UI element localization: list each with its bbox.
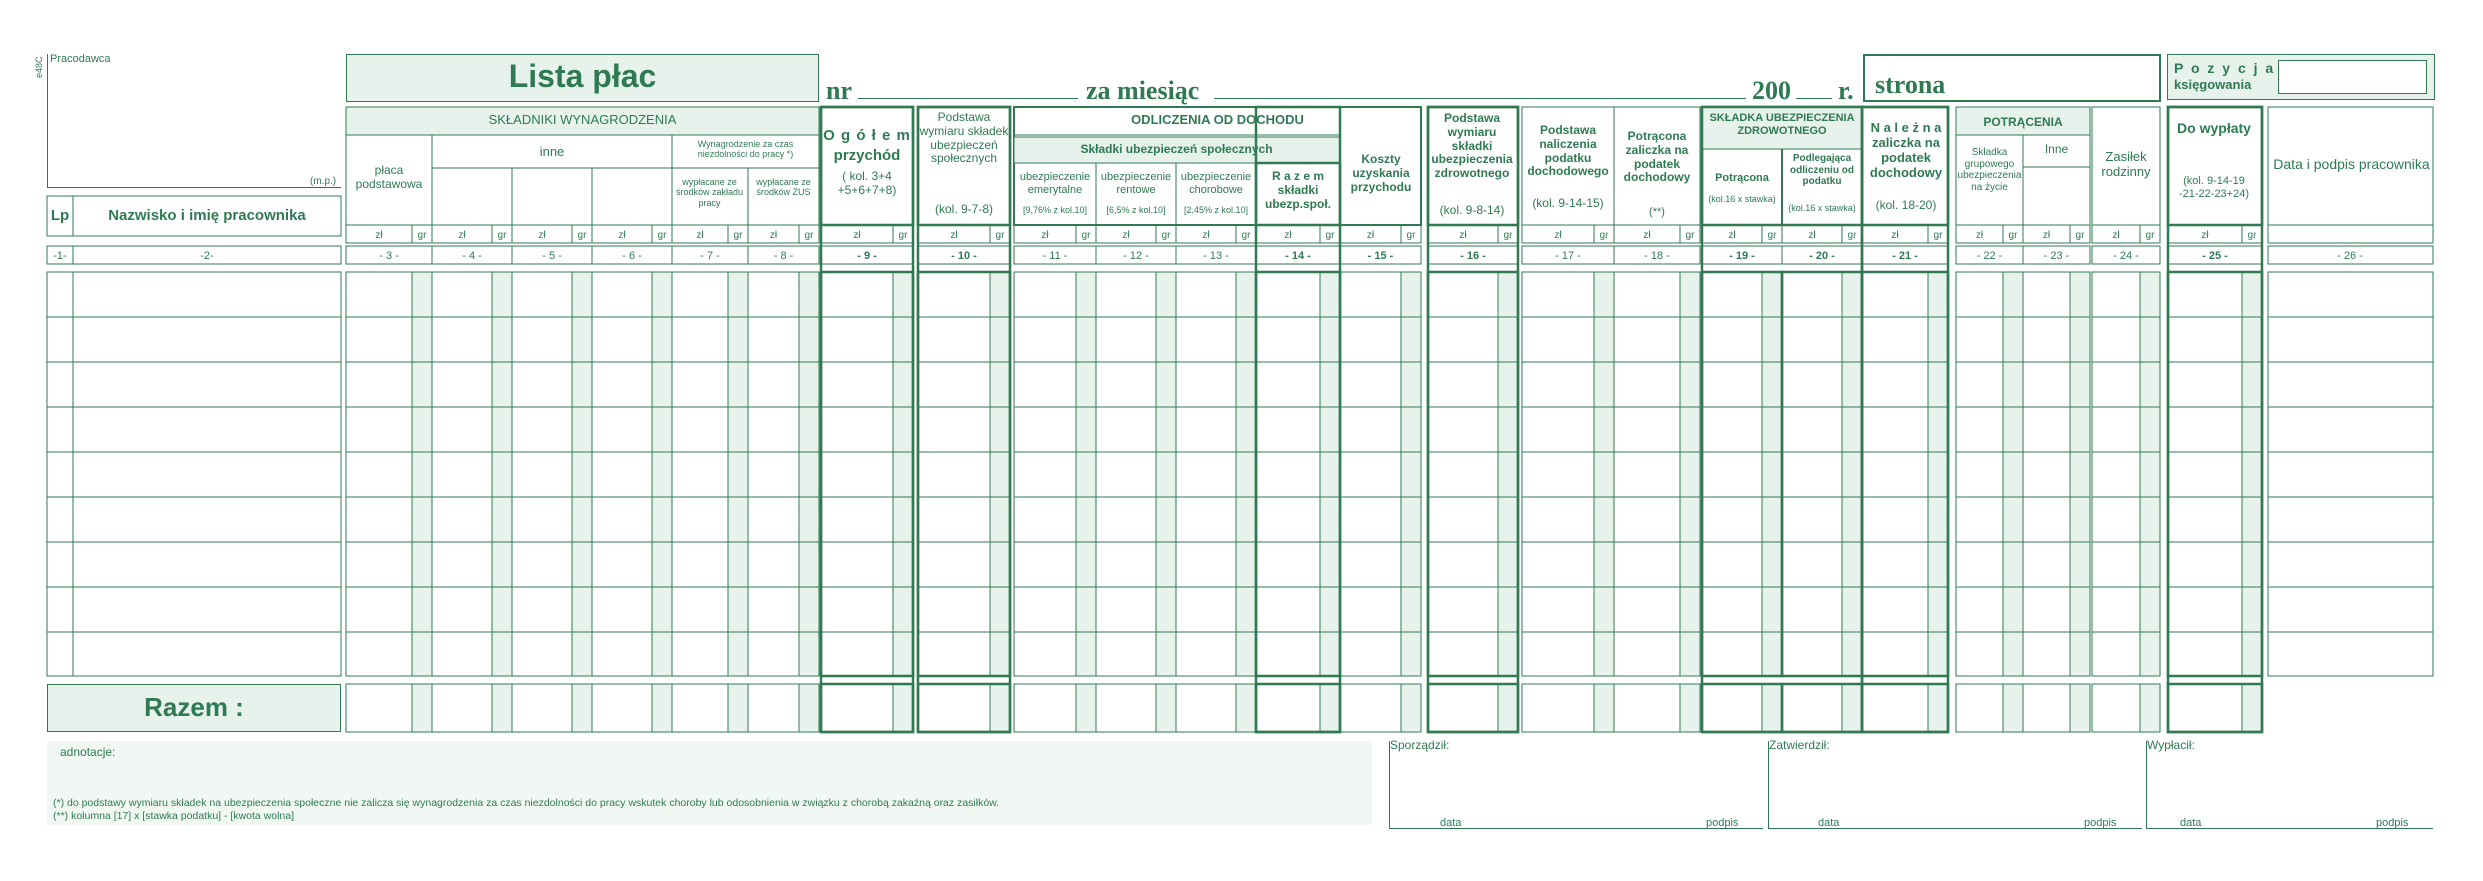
gr-label: gr: [577, 230, 587, 241]
col-21-header: N a l e ż n a zaliczka na podatek dochodowy: [1869, 120, 1943, 180]
gr-shade: [1594, 684, 1614, 732]
gr-label: gr: [657, 230, 667, 241]
column-number: -1-: [53, 250, 67, 262]
col-20-header: Podlegająca odliczeniu od podatku: [1790, 153, 1854, 187]
ogolem-header-2: przychód: [833, 147, 901, 164]
footnote-1: (*) do podstawy wymiaru składek na ubezpieczenia społeczne nie zalicza się wynagrodzenia za czas niezdolności do pracy wskutek choroby lub odosobnienia w związku z chorobą zakaźną oraz zasiłków.: [53, 797, 1000, 809]
column-number: - 15 -: [1367, 250, 1394, 262]
gr-shade: [893, 272, 913, 676]
zl-label: zł: [950, 230, 958, 241]
col-inne-header: inne: [539, 144, 565, 159]
potracenia-header: POTRĄCENIA: [1983, 115, 2063, 129]
gr-shade: [1320, 684, 1340, 732]
zl-label: zł: [769, 230, 778, 241]
gr-shade: [1076, 272, 1096, 676]
gr-shade: [728, 272, 748, 676]
gr-label: gr: [1081, 230, 1091, 241]
signature-approved-date: data: [1818, 817, 1840, 829]
col-lp-header: Lp: [50, 207, 70, 224]
gr-shade: [492, 272, 512, 676]
col-23-header: Inne: [2044, 142, 2069, 156]
zl-label: zł: [1891, 230, 1899, 241]
year-suffix: r.: [1838, 76, 1854, 105]
col-19-header: Potrącona: [1715, 172, 1769, 184]
gr-label: gr: [2247, 230, 2257, 241]
col-13-pct: [2,45% z kol.10]: [1183, 205, 1249, 215]
signature-paid-date: data: [2180, 817, 2202, 829]
column-number: - 17 -: [1555, 250, 1581, 262]
gr-shade: [1236, 684, 1256, 732]
employer-label: Pracodawca: [50, 53, 111, 65]
zl-label: zł: [375, 230, 383, 241]
column-number: - 6 -: [622, 250, 642, 262]
gr-shade: [1401, 272, 1421, 676]
column-number: - 23 -: [2043, 250, 2070, 262]
col-name-header: Nazwisko i imię pracownika: [108, 207, 306, 224]
gr-shade: [1680, 684, 1700, 732]
zl-label: zł: [618, 230, 626, 241]
page-title: Lista płac: [508, 58, 657, 94]
gr-shade: [990, 272, 1010, 676]
gr-shade: [2070, 684, 2090, 732]
razem-label: Razem :: [144, 692, 244, 722]
column-number: - 14 -: [1285, 250, 1311, 262]
col-17-header: Podstawa naliczenia podatku dochodowego: [1527, 123, 1609, 179]
zl-label: zł: [1808, 230, 1816, 241]
wyn-choroba-header: Wynagrodzenie za czas niezdolności do pracy *): [697, 139, 794, 160]
gr-shade: [1762, 272, 1782, 676]
gr-label: gr: [1503, 230, 1513, 241]
column-number: - 22 -: [1976, 250, 2003, 262]
col-24-header: Zasiłek rodzinny: [2101, 149, 2151, 179]
gr-shade: [1928, 272, 1948, 676]
gr-shade: [572, 684, 592, 732]
col-21-kol: (kol. 18-20): [1875, 198, 1937, 212]
month-label: za miesiąc: [1086, 76, 1200, 105]
signature-box-prepared[interactable]: [1389, 738, 1763, 829]
gr-shade: [1236, 272, 1256, 676]
gr-shade: [2140, 684, 2160, 732]
col-18-note: (**): [1649, 206, 1665, 218]
gr-label: gr: [898, 230, 908, 241]
nr-label: nr: [826, 76, 852, 105]
gr-shade: [1076, 684, 1096, 732]
col-10-kol: (kol. 9-7-8): [934, 202, 993, 216]
column-number: - 5 -: [542, 250, 562, 262]
gr-shade: [799, 684, 819, 732]
signature-prepared-sign: podpis: [1706, 817, 1739, 829]
column-number: - 12 -: [1123, 250, 1149, 262]
pozycja-label-1: P o z y c j a: [2174, 60, 2276, 76]
skladka-zdrow-header: SKŁADKA UBEZPIECZENIA ZDROWOTNEGO: [1709, 112, 1855, 137]
gr-shade: [2003, 272, 2023, 676]
zl-label: zł: [1975, 230, 1984, 241]
col-25-kol: (kol. 9-14-19 -21-22-23+24): [2178, 175, 2250, 200]
column-number: - 7 -: [700, 250, 720, 262]
gr-label: gr: [2008, 230, 2018, 241]
page-label: strona: [1875, 70, 1946, 99]
ogolem-frame: [821, 107, 913, 225]
gr-label: gr: [1241, 230, 1251, 241]
gr-label: gr: [1599, 230, 1609, 241]
number-row-cell: [47, 246, 341, 264]
zl-label: zł: [1122, 230, 1130, 241]
zl-label: zł: [2042, 230, 2051, 241]
column-number: - 8 -: [773, 250, 794, 262]
gr-shade: [2140, 272, 2160, 676]
gr-shade: [1498, 272, 1518, 676]
column-number: - 19 -: [1729, 250, 1755, 262]
gr-label: gr: [1406, 230, 1416, 241]
gr-shade: [492, 684, 512, 732]
signature-box-paid[interactable]: [2146, 738, 2433, 829]
gr-shade: [652, 684, 672, 732]
gr-shade: [1401, 684, 1421, 732]
gr-shade: [1842, 684, 1862, 732]
zl-label: zł: [2201, 230, 2209, 241]
ogolem-header-3: ( kol. 3+4 +5+6+7+8): [837, 169, 897, 197]
gr-shade: [2003, 684, 2023, 732]
gr-label: gr: [1685, 230, 1695, 241]
form-code: e48C: [34, 56, 44, 78]
gr-shade: [412, 684, 432, 732]
gr-shade: [652, 272, 672, 676]
zl-label: zł: [1041, 230, 1049, 241]
gr-shade: [2242, 684, 2262, 732]
gr-label: gr: [2075, 230, 2085, 241]
ogolem-header-1: O g ó ł e m: [823, 127, 911, 144]
skladniki-header: SKŁADNIKI WYNAGRODZENIA: [488, 112, 677, 127]
col-11-header: ubezpieczenie emerytalne: [1019, 171, 1091, 196]
zl-label: zł: [696, 230, 704, 241]
body-left: [47, 272, 341, 676]
footnote-2: (**) kolumna [17] x [stawka podatku] - [kwota wolna]: [53, 810, 295, 822]
gr-shade: [1498, 684, 1518, 732]
col-10-header: Podstawa wymiaru składek ubezpieczeń społecznych: [919, 110, 1009, 166]
zl-gr-cell: [2268, 225, 2433, 243]
gr-label: gr: [1767, 230, 1777, 241]
column-number: - 25 -: [2202, 250, 2228, 262]
signature-prepared-label: Sporządził:: [1390, 738, 1450, 752]
column-number: - 3 -: [379, 250, 399, 262]
signature-paid-label: Wypłacił:: [2147, 738, 2195, 752]
pozycja-label-2: księgowania: [2174, 77, 2252, 92]
gr-shade: [1928, 684, 1948, 732]
skladki-spol-header: Składki ubezpieczeń społecznych: [1080, 142, 1273, 156]
col-16-header: Podstawa wymiaru składki ubezpieczenia zdrowotnego: [1431, 111, 1513, 181]
zl-label: zł: [1459, 230, 1467, 241]
col-8-header: wypłacane ze środków ZUS: [756, 177, 811, 198]
column-number: - 13 -: [1203, 250, 1229, 262]
col-16-kol: (kol. 9-8-14): [1439, 203, 1505, 217]
col-15-header: Koszty uzyskania przychodu: [1350, 152, 1412, 194]
zl-label: zł: [458, 230, 466, 241]
gr-shade: [572, 272, 592, 676]
col-20-kol: (kol.16 x stawka): [1788, 203, 1856, 213]
gr-label: gr: [1847, 230, 1857, 241]
gr-shade: [1680, 272, 1700, 676]
column-number: - 24 -: [2113, 250, 2139, 262]
zl-label: zł: [853, 230, 861, 241]
col-12-header: ubezpieczenie rentowe: [1100, 171, 1172, 196]
zl-label: zł: [1554, 230, 1562, 241]
column-number: - 21 -: [1892, 250, 1918, 262]
signature-prepared-date: data: [1440, 817, 1462, 829]
gr-label: gr: [733, 230, 743, 241]
column-number: -2-: [200, 250, 214, 262]
gr-shade: [799, 272, 819, 676]
gr-shade: [1594, 272, 1614, 676]
gr-shade: [1156, 272, 1176, 676]
gr-shade: [1156, 684, 1176, 732]
col-19-kol: (kol.16 x stawka): [1708, 194, 1776, 204]
gr-shade: [1320, 272, 1340, 676]
zl-label: zł: [2112, 230, 2120, 241]
gr-shade: [2242, 272, 2262, 676]
year-label: 200: [1752, 76, 1791, 105]
odliczenia-header: ODLICZENIA OD DOCHODU: [1131, 112, 1304, 127]
gr-shade: [2070, 272, 2090, 676]
gr-label: gr: [497, 230, 507, 241]
gr-label: gr: [995, 230, 1005, 241]
zl-label: zł: [1728, 230, 1736, 241]
gr-shade: [412, 272, 432, 676]
col-18-header: Potrącona zaliczka na podatek dochodowy: [1623, 129, 1691, 185]
column-number: - 10 -: [951, 250, 977, 262]
column-number: - 18 -: [1644, 250, 1670, 262]
employer-stamp: (m.p.): [310, 176, 337, 187]
col-22-header: Składka grupowego ubezpieczenia na życie: [1957, 147, 2022, 193]
column-number: - 11 -: [1042, 250, 1068, 262]
col-placa-header: płaca podstawowa: [355, 163, 423, 191]
zl-label: zł: [1643, 230, 1651, 241]
gr-label: gr: [1933, 230, 1943, 241]
col-12-pct: [6,5% z kol.10]: [1106, 205, 1166, 215]
annotations-label: adnotacje:: [60, 745, 116, 759]
zl-label: zł: [1284, 230, 1292, 241]
gr-shade: [893, 684, 913, 732]
gr-label: gr: [1325, 230, 1335, 241]
body-column: [2268, 272, 2433, 676]
gr-label: gr: [1161, 230, 1171, 241]
gr-label: gr: [417, 230, 427, 241]
col-13-header: ubezpieczenie chorobowe: [1180, 171, 1252, 196]
column-number: - 9 -: [857, 250, 877, 262]
gr-shade: [728, 684, 748, 732]
signature-box-approved[interactable]: [1768, 738, 2142, 829]
signature-paid-sign: podpis: [2376, 817, 2409, 829]
column-number: - 26 -: [2337, 250, 2363, 262]
col-26-header: Data i podpis pracownika: [2273, 156, 2430, 172]
gr-shade: [990, 684, 1010, 732]
zl-label: zł: [538, 230, 546, 241]
col-17-kol: (kol. 9-14-15): [1532, 196, 1604, 210]
gr-shade: [1842, 272, 1862, 676]
col-7-header: wypłacane ze środków zakładu pracy: [675, 177, 744, 208]
col-11-pct: [9,76% z kol.10]: [1022, 205, 1088, 215]
signature-approved-label: Zatwierdził:: [1769, 738, 1830, 752]
signature-approved-sign: podpis: [2084, 817, 2117, 829]
col-14-header: R a z e m składki ubezp.społ.: [1265, 169, 1331, 211]
zl-label: zł: [1366, 230, 1375, 241]
gr-label: gr: [804, 230, 814, 241]
gr-shade: [1762, 684, 1782, 732]
column-number: - 4 -: [462, 250, 482, 262]
zl-label: zł: [1202, 230, 1210, 241]
column-number: - 20 -: [1809, 250, 1835, 262]
gr-label: gr: [2145, 230, 2155, 241]
col-25-header: Do wypłaty: [2177, 120, 2251, 136]
column-number: - 16 -: [1460, 250, 1486, 262]
